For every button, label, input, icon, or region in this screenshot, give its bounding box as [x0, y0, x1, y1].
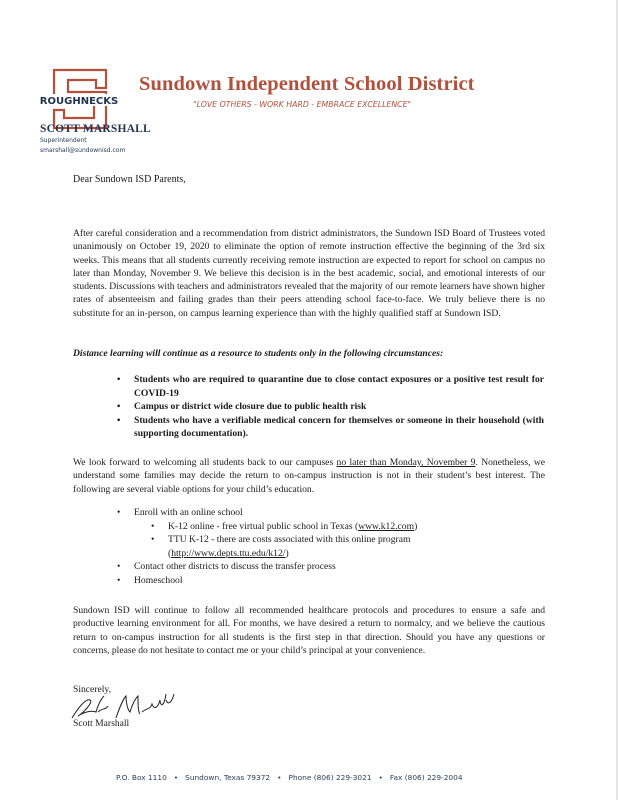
list-item: • K-12 online - free virtual public school in Texas (www.k12.com): [151, 520, 418, 532]
circumstances-list: [117, 373, 544, 441]
footer-fax: Fax (806) 229-2004: [389, 773, 463, 782]
bullet-icon: •: [117, 414, 121, 426]
svg-text:ROUGHNECKS: ROUGHNECKS: [39, 96, 119, 107]
separator-dot-icon: •: [378, 773, 383, 782]
list-item: • Contact other districts to discuss the transfer process: [117, 561, 336, 573]
paragraph-closing: Sundown ISD will continue to follow all recommended healthcare protocols and procedures to ensure a safe and productive learning environment for all. For months, we have desired a return to normalcy, and we believe the cautious return to on-campus instruction for all students is the first step in that direction. Should you have any questions or concerns, please do not hesitate to contact me or your child’s principal at your convenience.: [73, 605, 545, 656]
ttu-k12-link[interactable]: http://www.depts.ttu.edu/k12/: [171, 547, 286, 559]
list-item: • Enroll with an online school: [117, 507, 243, 518]
footer-phone: Phone (806) 229-3021: [288, 773, 372, 782]
district-name: Sundown Independent School District: [139, 73, 475, 95]
bullet-icon: •: [117, 507, 121, 518]
list-item: • Students who have a verifiable medical concern for themselves or someone in their household (with supporting documentation).: [117, 414, 544, 440]
bullet-icon: •: [117, 401, 121, 413]
roughnecks-s-logo-icon: [38, 68, 120, 130]
district-motto: "LOVE OTHERS - WORK HARD - EMBRACE EXCELLENCE": [193, 100, 412, 109]
circumstances-heading: Distance learning will continue as a resource to students only in the following circumstances:: [73, 348, 444, 359]
signature-name: Scott Marshall: [73, 718, 130, 729]
paragraph-options-intro: We look forward to welcoming all students back to our campuses no later than Monday, November 9. Nonetheless, we understand some families may decide the return to on-campus instruction is not in their student’s best interest. The following are several viable options for your child’s education.: [73, 457, 546, 495]
paragraph-decision: After careful consideration and a recommendation from district administrators, the Sundown ISD Board of Trustees voted unanimously on October 19, 2020 to eliminate the option of remote instruction effective the beginning of the 3rd six weeks. This means that all students currently receiving remote instruction are expected to report for school on campus no later than Monday, November 9. We believe this decision is in the best academic, social, and emotional interests of our students. Discussions with teachers and administrators revealed that the majority of our remote learners have shown higher rates of absenteeism and failing grades than their peers attending school face-to-face. We truly believe there is no substitute for an in-person, on campus learning experience than with the highly qualified staff at Sundown ISD.: [73, 228, 545, 319]
salutation: Dear Sundown ISD Parents,: [73, 174, 186, 185]
list-item: • Students who are required to quarantine due to close contact exposures or a positive test result for COVID-19: [117, 374, 544, 399]
return-date-emphasis: no later than Monday, November 9: [336, 457, 476, 468]
list-item: • Campus or district wide closure due to public health risk: [117, 401, 367, 413]
sender-name: SCOTT MARSHALL: [40, 123, 151, 135]
list-item: • TTU K-12 - there are costs associated with this online program (http://www.depts.ttu.edu/k12/): [151, 534, 411, 559]
closing: Sincerely,: [73, 684, 112, 695]
sender-title: Superintendent: [40, 137, 87, 144]
bullet-icon: •: [117, 374, 121, 385]
options-list: [117, 506, 534, 588]
separator-dot-icon: •: [173, 773, 179, 782]
footer-po-box: P.O. Box 1110: [116, 773, 167, 782]
bullet-icon: •: [151, 520, 155, 532]
sender-email: smarshall@sundownisd.com: [40, 147, 126, 154]
footer-contact: [116, 773, 463, 782]
list-item: • Homeschool: [117, 574, 183, 586]
bullet-icon: •: [117, 561, 121, 573]
separator-dot-icon: •: [277, 773, 282, 782]
footer-city: Sundown, Texas 79372: [185, 773, 271, 782]
bullet-icon: •: [117, 574, 121, 586]
k12-link[interactable]: www.k12.com: [358, 520, 415, 532]
bullet-icon: •: [151, 534, 155, 546]
